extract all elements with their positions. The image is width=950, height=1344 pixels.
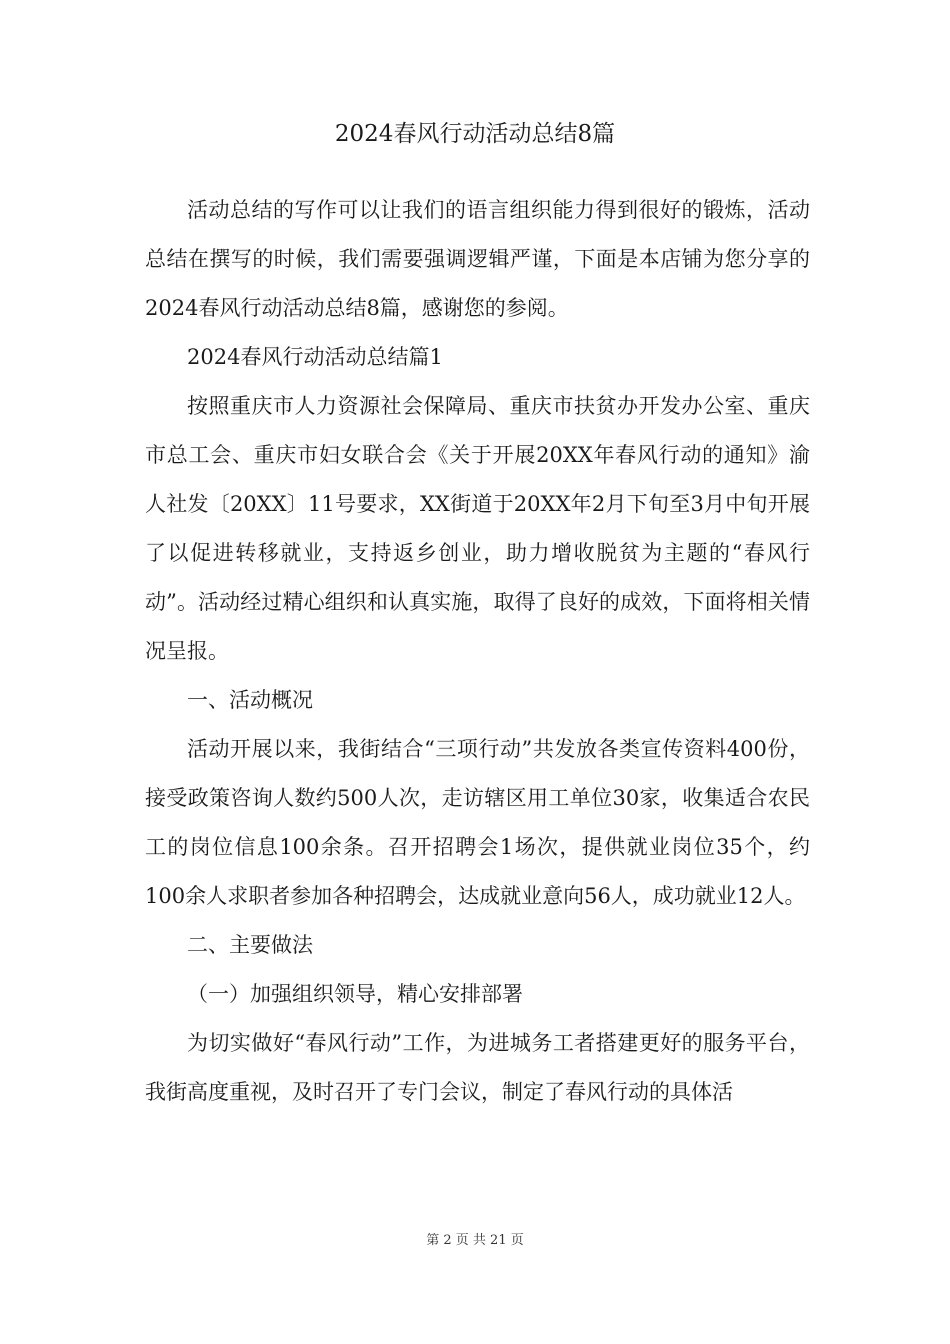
intro-paragraph: 活动总结的写作可以让我们的语言组织能力得到很好的锻炼，活动总结在撰写的时候，我们需要强调逻辑严谨，下面是本店铺为您分享的2024春风行动活动总结8篇，感谢您的参阅。 [145,198,810,320]
body-paragraph: 按照重庆市人力资源社会保障局、重庆市扶贫办开发办公室、重庆市总工会、重庆市妇女联合会《关于开展20XX年春风行动的通知》渝人社发〔20XX〕11号要求，XX街道于20XX年2月下旬至3月中旬开展了以促进转移就业，支持返乡创业，助力增收脱贫为主题的“春风行动”。活动经过精心组织和认真实施，取得了良好的成效，下面将相关情况呈报。 [145,394,810,663]
page-number-footer: 第 2 页 共 21 页 [426,1233,524,1248]
sub-heading: （一）加强组织领导，精心安排部署 [187,982,523,1006]
document-title: 2024春风行动活动总结8篇 [334,121,616,147]
body-paragraph: 为切实做好“春风行动”工作，为进城务工者搭建更好的服务平台，我街高度重视，及时召开了专门会议，制定了春风行动的具体活 [145,1031,810,1104]
document-body [145,186,810,1117]
section-heading: 二、主要做法 [187,933,313,957]
section-heading: 一、活动概况 [187,688,313,712]
section-title-part1: 2024春风行动活动总结篇1 [187,345,443,369]
body-paragraph: 活动开展以来，我街结合“三项行动”共发放各类宣传资料400份，接受政策咨询人数约500人次，走访辖区用工单位30家，收集适合农民工的岗位信息100余条。召开招聘会1场次，提供就业岗位35个，约100余人求职者参加各种招聘会，达成就业意向56人，成功就业12人。 [145,737,810,908]
